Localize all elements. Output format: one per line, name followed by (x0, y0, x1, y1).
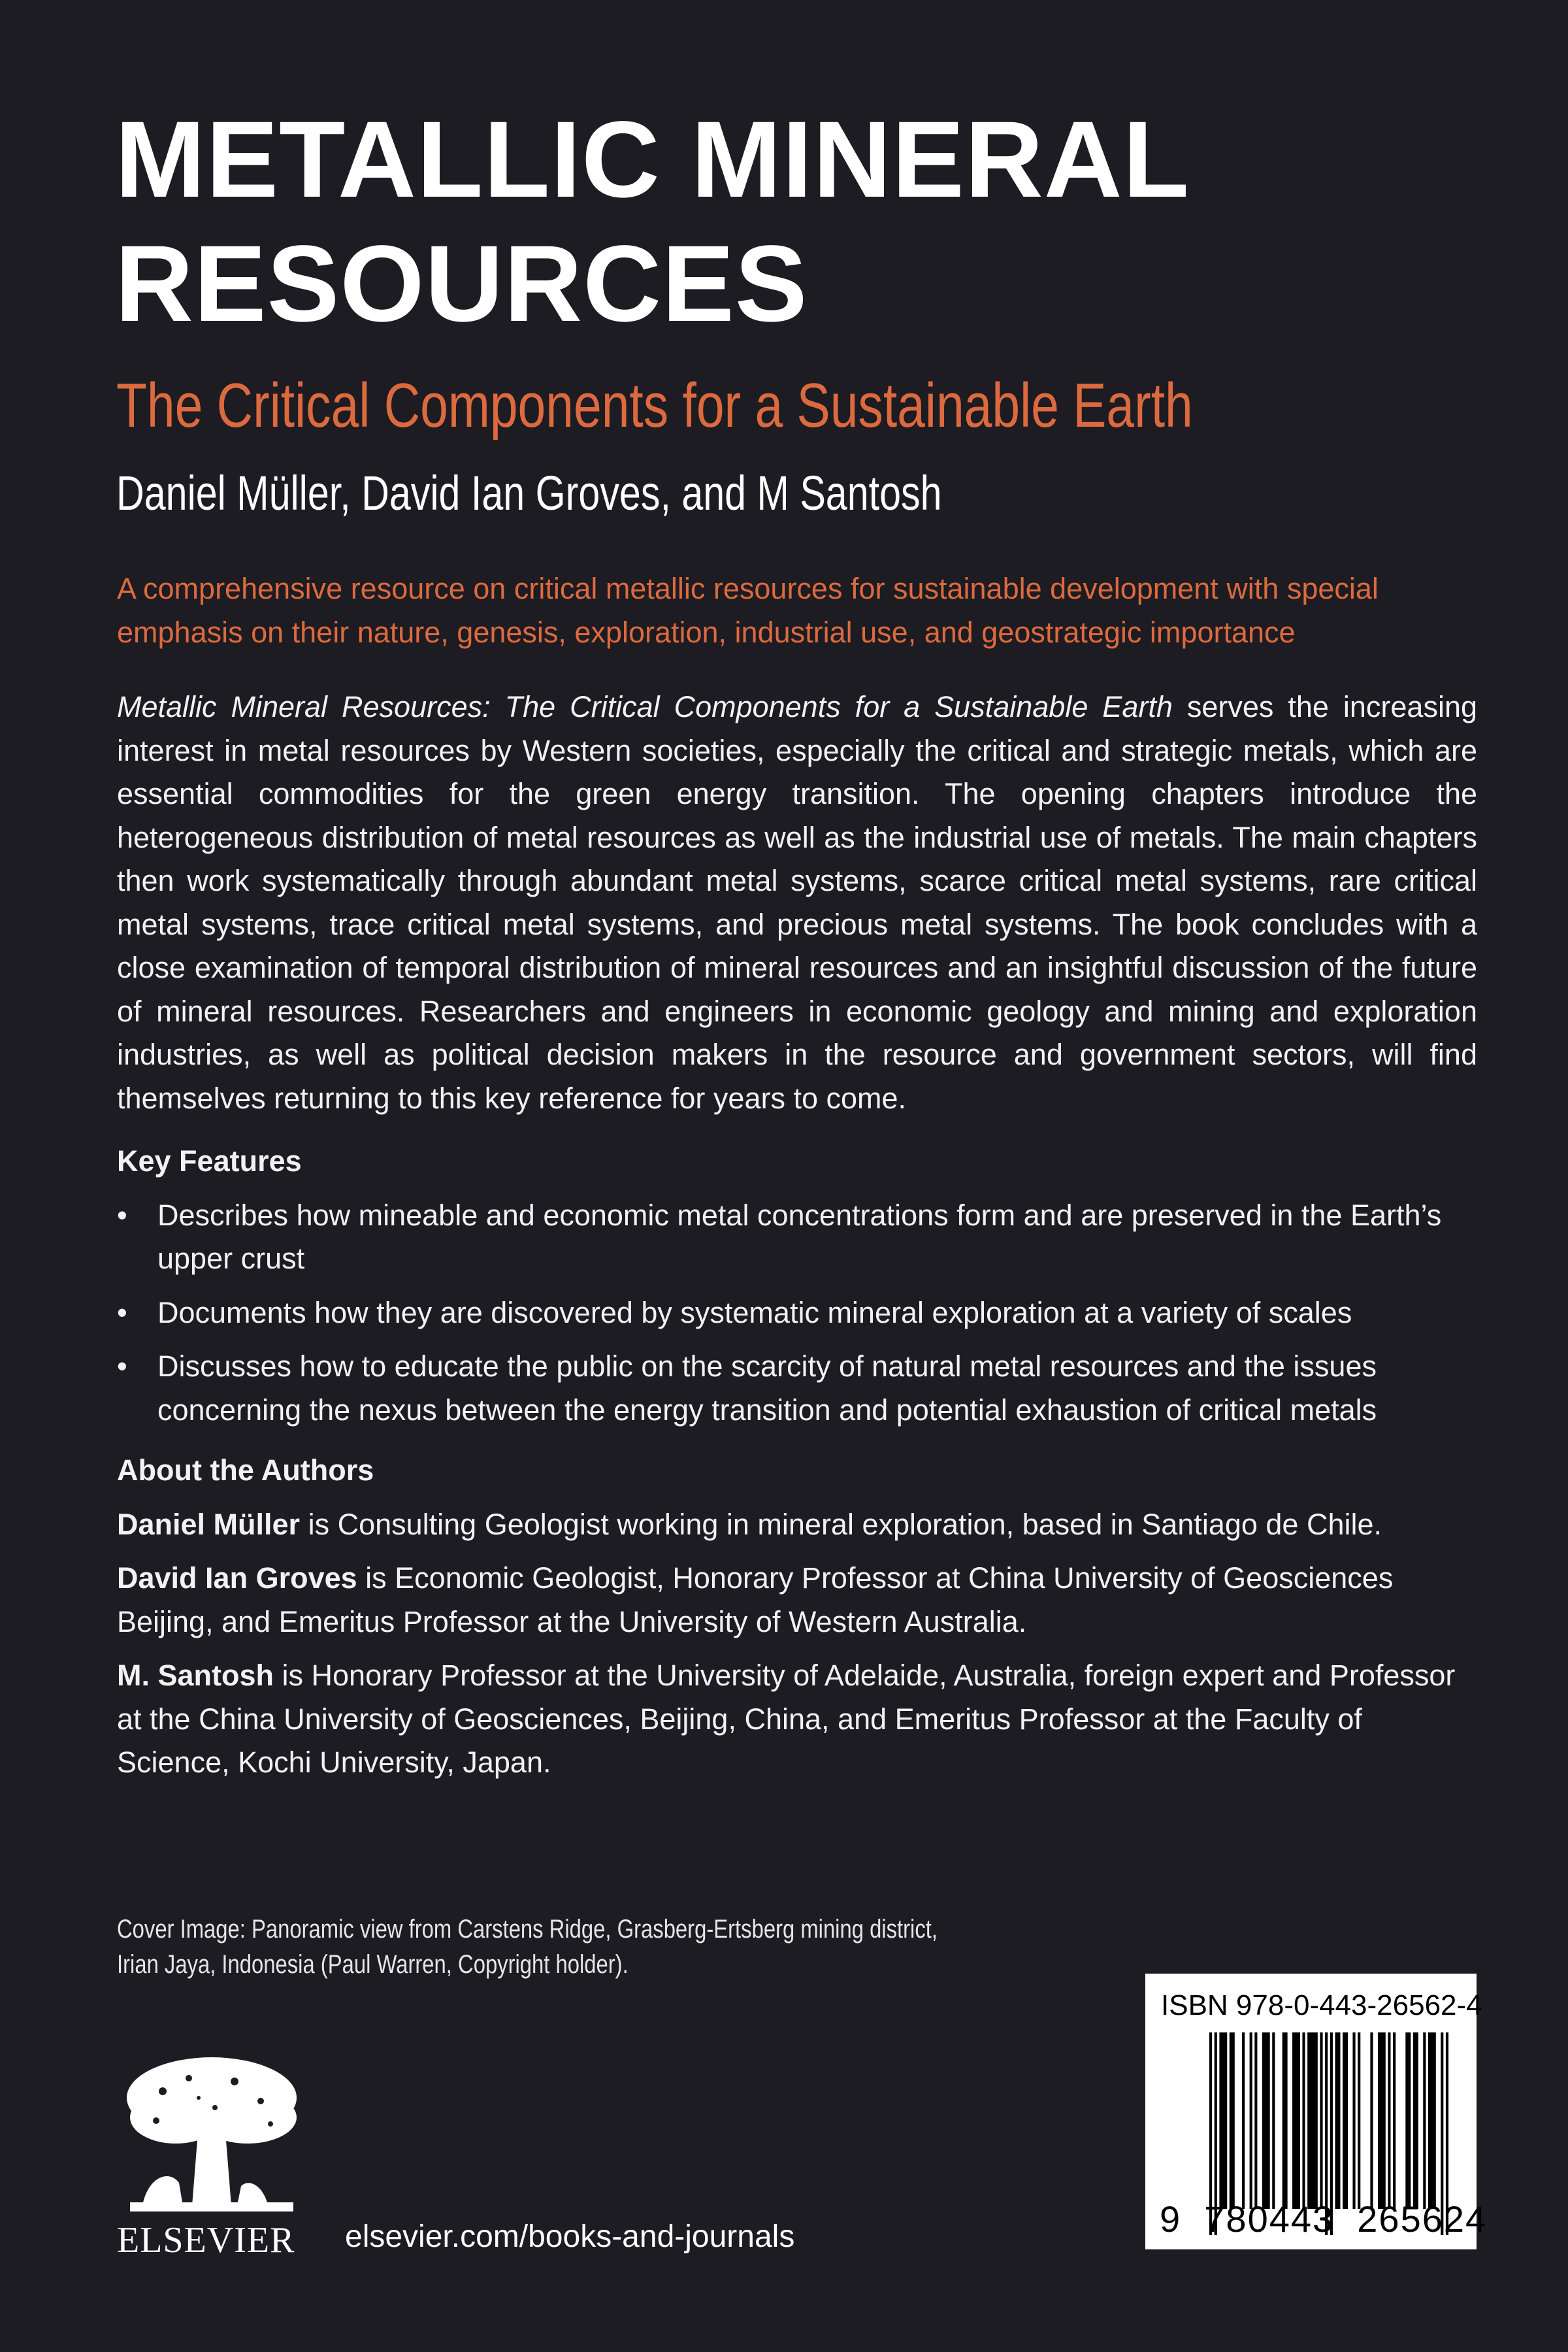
barcode-bar (1250, 2032, 1252, 2209)
back-cover-text (117, 567, 1477, 1795)
barcode-bar (1408, 2032, 1411, 2209)
barcode-first-digit: 9 (1160, 2198, 1182, 2240)
barcode-bar (1292, 2032, 1295, 2209)
key-feature-text: Describes how mineable and economic metal concentrations form and are preserved in the Earth’s upper crust (157, 1198, 1442, 1275)
about-authors (117, 1503, 1477, 1785)
bullet-icon: • (117, 1198, 127, 1232)
barcode-bar (1285, 2032, 1288, 2209)
barcode-bar (1431, 2032, 1433, 2209)
key-features-heading: Key Features (117, 1144, 302, 1178)
description-title: Metallic Mineral Resources: The Critical Components for a Sustainable Earth (117, 690, 1173, 723)
barcode-bar (1388, 2032, 1390, 2209)
author-name: David Ian Groves (117, 1561, 357, 1595)
barcode-bar (1282, 2032, 1285, 2209)
title-line-1: METALLIC MINERAL (115, 99, 1190, 220)
barcode-bar (1358, 2032, 1360, 2209)
barcode-bar (1313, 2032, 1315, 2209)
cover-credit-line: Cover Image: Panoramic view from Carstens Ridge, Grasberg-Ertsberg mining district, (117, 1915, 938, 1944)
key-feature-item (117, 1291, 1477, 1335)
barcode-bar (1337, 2032, 1340, 2209)
barcode-bar (1416, 2032, 1418, 2209)
barcode-bar (1378, 2032, 1380, 2209)
barcode-bar (1302, 2032, 1305, 2209)
barcode-bar (1242, 2032, 1245, 2209)
title-line-2: RESOURCES (115, 224, 808, 344)
book-authors: Daniel Müller, David Ian Groves, and M Santosh (116, 466, 942, 520)
barcode-bar (1224, 2032, 1227, 2209)
description (117, 686, 1477, 1120)
barcode-bar (1383, 2032, 1386, 2209)
barcode-digits (1160, 2198, 1487, 2240)
barcode-bar (1254, 2032, 1257, 2209)
author-bio-text: is Honorary Professor at the University of Adelaide, Australia, foreign expert and Professor at the China University of Geosciences, Beijing, China, and Emeritus Professor at the Faculty of Science, Kochi University, Japan. (117, 1659, 1456, 1779)
barcode-bar (1320, 2032, 1322, 2209)
publisher-url[interactable]: elsevier.com/books-and-journals (345, 2219, 795, 2254)
barcode-bar (1433, 2032, 1436, 2209)
barcode-bar (1262, 2032, 1265, 2209)
author-bio-text: is Economic Geologist, Honorary Professor at China University of Geosciences Beijing, and Emeritus Professor at the University of Western Australia. (117, 1561, 1394, 1638)
author-name: M. Santosh (117, 1659, 274, 1692)
book-title (115, 98, 1190, 346)
barcode-bar (1428, 2032, 1431, 2209)
author-name: Daniel Müller (117, 1507, 301, 1541)
barcode-bar (1315, 2032, 1318, 2209)
bullet-icon: • (117, 1295, 127, 1329)
barcode-left-digits: 780443 (1204, 2198, 1335, 2240)
author-bio (117, 1654, 1477, 1785)
barcode-bar (1267, 2032, 1270, 2209)
book-subtitle: The Critical Components for a Sustainable Earth (116, 371, 1193, 440)
description-body: serves the increasing interest in metal resources by Western societies, especially the critical and strategic metals, which are essential commodities for the green energy transition. The opening chapters introduce the heterogeneous distribution of metal resources as well as the industrial use of metals. The main chapters then work systematically through abundant metal systems, scarce critical metal systems, rare critical metal systems, trace critical metal systems, and precious metal systems. The book concludes with a close examination of temporal distribution of mineral resources and an insightful discussion of the future of mineral resources. Researchers and engineers in economic geology and mining and exploration industries, as well as political decision makers in the resource and government sectors, will find themselves returning to this key reference for years to come. (117, 690, 1477, 1115)
elsevier-tree-icon (117, 2052, 306, 2215)
barcode-bar (1219, 2032, 1222, 2209)
isbn-label: ISBN 978-0-443-26562-4 (1161, 1989, 1482, 2021)
barcode-bar (1405, 2032, 1408, 2209)
key-feature-text: Documents how they are discovered by systematic mineral exploration at a variety of scales (157, 1295, 1352, 1329)
barcode-bar (1272, 2032, 1275, 2209)
barcode-bar (1222, 2032, 1224, 2209)
barcode-right-digits: 265624 (1357, 2198, 1488, 2240)
tagline: A comprehensive resource on critical metallic resources for sustainable development with special emphasis on their nature, genesis, exploration, industrial use, and geostrategic importance (117, 572, 1379, 649)
cover-image-credit (117, 1912, 1081, 1982)
elsevier-logo (117, 2052, 306, 2261)
barcode-bar (1393, 2032, 1396, 2209)
barcode-bar (1343, 2032, 1345, 2209)
isbn-barcode (1145, 1974, 1488, 2249)
key-feature-item (117, 1345, 1477, 1432)
key-features-list (117, 1194, 1477, 1433)
bullet-icon: • (117, 1350, 127, 1383)
barcode-bar (1310, 2032, 1313, 2209)
barcode-bar (1380, 2032, 1383, 2209)
barcode-bar (1232, 2032, 1235, 2209)
barcode-bar (1423, 2032, 1426, 2209)
barcode-bar (1335, 2032, 1338, 2209)
barcode-bar (1370, 2032, 1373, 2209)
barcode-bar (1230, 2032, 1232, 2209)
author-bio (117, 1557, 1477, 1644)
publisher-name: ELSEVIER (117, 2220, 295, 2261)
barcode-bar (1413, 2032, 1416, 2209)
barcode-bar (1265, 2032, 1267, 2209)
author-bio (117, 1503, 1477, 1547)
about-authors-heading: About the Authors (117, 1453, 374, 1487)
barcode-bar (1345, 2032, 1348, 2209)
key-feature-text: Discusses how to educate the public on the scarcity of natural metal resources and the issues concerning the nexus between the energy transition and potential exhaustion of critical metals (157, 1350, 1377, 1427)
barcode-bar (1295, 2032, 1298, 2209)
barcode-bar (1307, 2032, 1310, 2209)
barcode-bar (1298, 2032, 1300, 2209)
key-feature-item (117, 1194, 1477, 1281)
barcode-bar (1352, 2032, 1355, 2209)
author-bio-text: is Consulting Geologist working in mineral exploration, based in Santiago de Chile. (300, 1507, 1382, 1541)
cover-credit-line: Irian Jaya, Indonesia (Paul Warren, Copyright holder). (117, 1950, 629, 1979)
